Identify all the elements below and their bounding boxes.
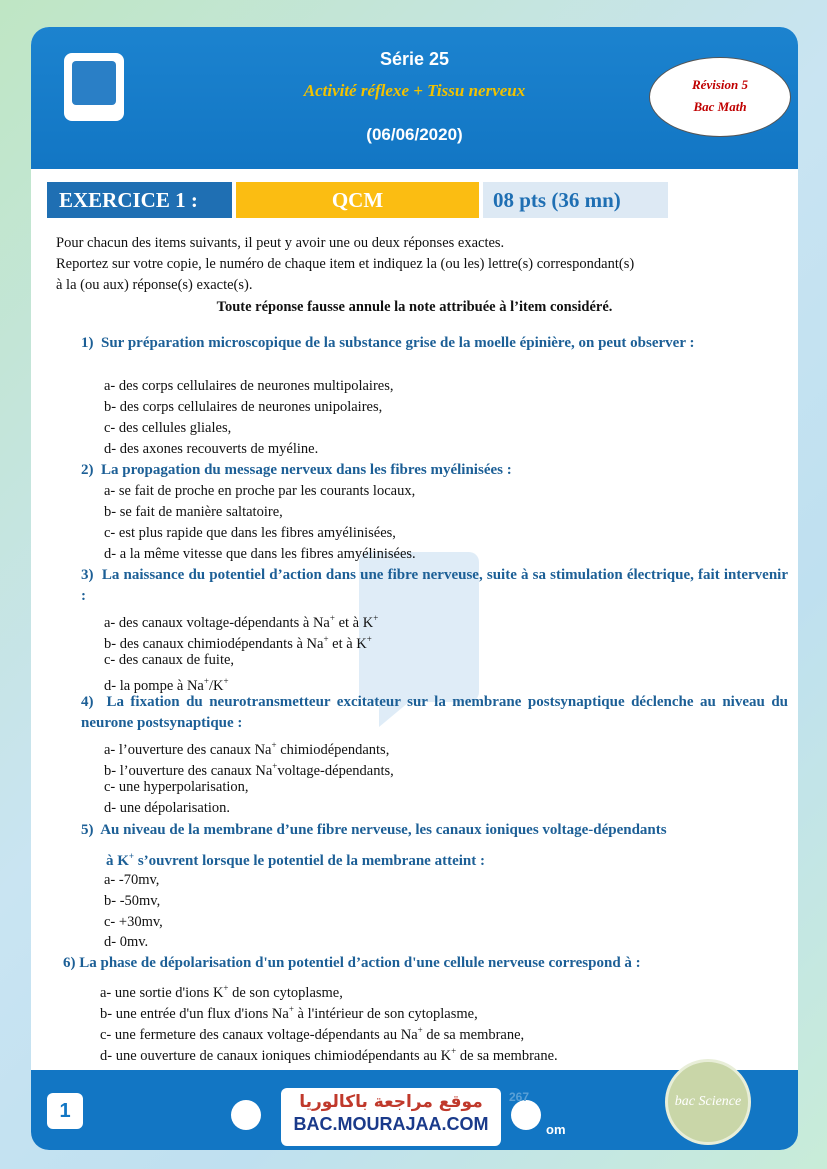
question-5: 5) Au niveau de la membrane d’une fibre nerveuse, les canaux ioniques voltage-dépendants — [81, 822, 667, 838]
question-3: 3) La naissance du potentiel d’action dans une fibre nerveuse, suite à sa stimulation électrique, fait intervenir : — [81, 567, 788, 604]
q6-option-c: c- une fermeture des canaux voltage-dépendants au Na+ de sa membrane, — [100, 1025, 525, 1043]
site-arabic: موقع مراجعة باكالوريا — [299, 1092, 483, 1112]
exercise-type: QCM — [236, 182, 479, 218]
site-url[interactable]: BAC.MOURAJAA.COM — [293, 1114, 489, 1134]
footer-logo-left-icon — [231, 1100, 261, 1130]
q4-option-c: c- une hyperpolarisation, — [104, 779, 249, 795]
q3-option-c: c- des canaux de fuite, — [104, 652, 235, 668]
exercise-label: EXERCICE 1 : — [47, 182, 232, 218]
question-5-line2: à K+ s’ouvrent lorsque le potentiel de la membrane atteint : — [106, 851, 485, 869]
q5-option-b: b- -50mv, — [104, 893, 161, 909]
badge-line2: Bac Math — [693, 99, 747, 114]
q2-option-c: c- est plus rapide que dans les fibres amyélinisées, — [104, 525, 396, 541]
q6-option-b: b- une entrée d'un flux d'ions Na+ à l'intérieur de son cytoplasme, — [100, 1004, 478, 1022]
q2-option-a: a- se fait de proche en proche par les courants locaux, — [104, 483, 416, 499]
footer-number: 267 — [509, 1090, 530, 1104]
q2-option-b: b- se fait de manière saltatoire, — [104, 504, 283, 520]
warning: Toute réponse fausse annule la note attribuée à l’item considéré. — [216, 299, 613, 315]
q5-option-a: a- -70mv, — [104, 872, 160, 888]
q5-option-d: d- 0mv. — [104, 934, 149, 950]
q3-option-d: d- la pompe à Na+/K+ — [104, 676, 229, 694]
page — [31, 27, 798, 1150]
intro-line: à la (ou aux) réponse(s) exacte(s). — [56, 277, 253, 293]
q4-option-a: a- l’ouverture des canaux Na+ chimiodépendants, — [104, 740, 390, 758]
exercise-points: 08 pts (36 mn) — [483, 182, 668, 218]
q1-option-c: c- des cellules gliales, — [104, 420, 232, 436]
question-4: 4) La fixation du neurotransmetteur excitateur sur la membrane postsynaptique déclenche au niveau du neurone postsynaptique : — [81, 694, 789, 731]
date: (06/06/2020) — [366, 125, 463, 144]
q1-option-d: d- des axones recouverts de myéline. — [104, 441, 319, 457]
page-number: 1 — [47, 1093, 83, 1129]
instructions — [56, 233, 776, 296]
footer-com: om — [546, 1122, 566, 1137]
q2-option-d: d- a la même vitesse que dans les fibres amyélinisées. — [104, 546, 416, 562]
subtitle: Activité réflexe + Tissu nerveux — [303, 81, 526, 100]
q1-option-a: a- des corps cellulaires de neurones multipolaires, — [104, 378, 394, 394]
q6-option-d: d- une ouverture de canaux ioniques chimiodépendants au K+ de sa membrane. — [100, 1046, 558, 1064]
question-2: 2) La propagation du message nerveux dans les fibres myélinisées : — [81, 462, 512, 478]
site-box[interactable] — [281, 1088, 501, 1146]
q3-option-b: b- des canaux chimiodépendants à Na+ et à K+ — [104, 634, 372, 652]
badge-line1: Révision 5 — [692, 77, 748, 92]
header-banner — [31, 27, 798, 169]
intro-line: Pour chacun des items suivants, il peut y avoir une ou deux réponses exactes. — [56, 235, 505, 251]
question-1: 1) Sur préparation microscopique de la substance grise de la moelle épinière, on peut observer : — [81, 335, 695, 351]
serie-title: Série 25 — [379, 49, 450, 69]
intro-line: Reportez sur votre copie, le numéro de chaque item et indiquez la (ou les) lettre(s) correspondant(s) — [56, 256, 635, 272]
revision-badge — [649, 57, 791, 137]
bac-science-logo: bac Science — [665, 1059, 751, 1145]
q3-option-a: a- des canaux voltage-dépendants à Na+ et à K+ — [104, 613, 379, 631]
q6-option-a: a- une sortie d'ions K+ de son cytoplasme, — [100, 983, 343, 1001]
q5-option-c: c- +30mv, — [104, 914, 163, 930]
q4-option-b: b- l’ouverture des canaux Na+voltage-dépendants, — [104, 761, 394, 779]
question-6: 6) La phase de dépolarisation d'un potentiel d’action d'une cellule nerveuse correspond à : — [63, 955, 641, 971]
q4-option-d: d- une dépolarisation. — [104, 800, 231, 816]
q1-option-b: b- des corps cellulaires de neurones unipolaires, — [104, 399, 383, 415]
footer-logo-right-icon — [511, 1100, 541, 1130]
